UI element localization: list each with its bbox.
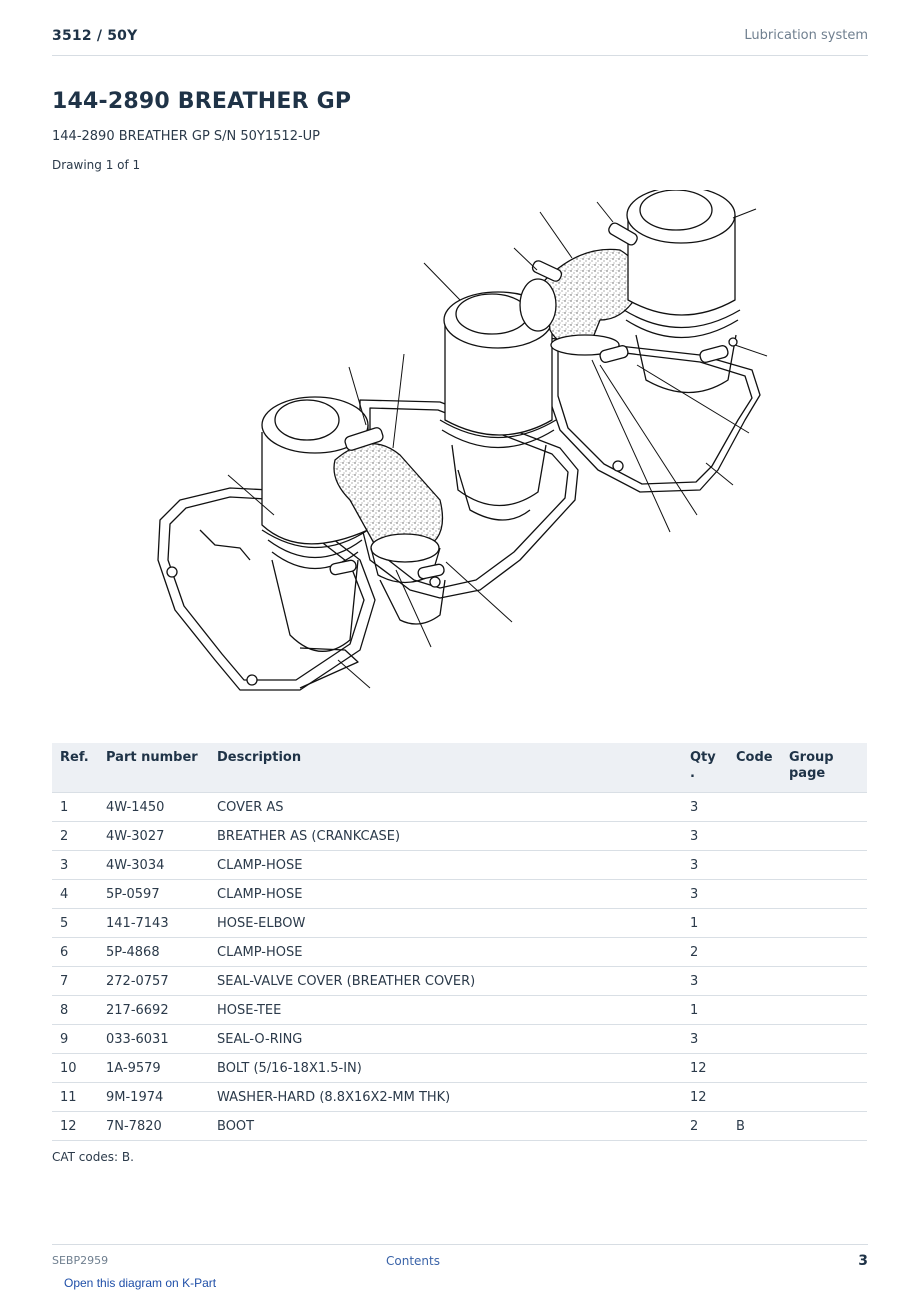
- row-part-number: 7N-7820: [98, 1112, 209, 1141]
- row-part-number: 4W-3034: [98, 851, 209, 880]
- table-row: [52, 1112, 867, 1141]
- valve-cover-right: [548, 338, 760, 492]
- hose-tee: [545, 249, 641, 346]
- row-part-number: 4W-1450: [98, 793, 209, 822]
- row-part-number: 5P-0597: [98, 880, 209, 909]
- page-header: [52, 28, 868, 56]
- row-part-number: 272-0757: [98, 967, 209, 996]
- row-qty: 3: [682, 967, 728, 996]
- row-group-page: [781, 938, 867, 967]
- row-group-page: [781, 909, 867, 938]
- parts-table-header: [52, 743, 867, 793]
- col-group-page: Group page: [781, 743, 867, 793]
- row-ref: 1: [52, 793, 98, 822]
- row-description: CLAMP-HOSE: [209, 851, 682, 880]
- row-group-page: [781, 851, 867, 880]
- row-description: BOLT (5/16-18X1.5-IN): [209, 1054, 682, 1083]
- row-description: BREATHER AS (CRANKCASE): [209, 822, 682, 851]
- table-row: [52, 880, 867, 909]
- col-code: Code: [728, 743, 781, 793]
- page-title: 144-2890 BREATHER GP: [52, 89, 352, 114]
- row-qty: 12: [682, 1083, 728, 1112]
- row-qty: 2: [682, 1112, 728, 1141]
- row-qty: 1: [682, 909, 728, 938]
- row-code: [728, 1083, 781, 1112]
- table-row: [52, 996, 867, 1025]
- row-code: [728, 909, 781, 938]
- row-code: [728, 967, 781, 996]
- col-description: Description: [209, 743, 682, 793]
- page-footer: [52, 1244, 868, 1275]
- row-ref: 12: [52, 1112, 98, 1141]
- row-ref: 4: [52, 880, 98, 909]
- row-qty: 3: [682, 1025, 728, 1054]
- row-ref: 10: [52, 1054, 98, 1083]
- row-qty: 2: [682, 938, 728, 967]
- row-description: SEAL-VALVE COVER (BREATHER COVER): [209, 967, 682, 996]
- row-ref: 5: [52, 909, 98, 938]
- row-code: [728, 880, 781, 909]
- col-qty: Qty .: [682, 743, 728, 793]
- row-group-page: [781, 793, 867, 822]
- page-subtitle: 144-2890 BREATHER GP S/N 50Y1512-UP: [52, 129, 321, 144]
- row-group-page: [781, 880, 867, 909]
- row-qty: 1: [682, 996, 728, 1025]
- row-code: [728, 1025, 781, 1054]
- row-group-page: [781, 996, 867, 1025]
- breather-group-diagram: [130, 190, 810, 710]
- page-number: 3: [858, 1253, 868, 1269]
- table-row: [52, 967, 867, 996]
- row-ref: 11: [52, 1083, 98, 1112]
- row-part-number: 033-6031: [98, 1025, 209, 1054]
- row-description: SEAL-O-RING: [209, 1025, 682, 1054]
- col-ref: Ref.: [52, 743, 98, 793]
- cat-codes-note: CAT codes: B.: [52, 1150, 134, 1164]
- row-ref: 6: [52, 938, 98, 967]
- row-ref: 2: [52, 822, 98, 851]
- row-qty: 3: [682, 880, 728, 909]
- parts-table: [52, 743, 867, 1141]
- row-code: [728, 996, 781, 1025]
- table-row: [52, 1025, 867, 1054]
- row-part-number: 141-7143: [98, 909, 209, 938]
- row-qty: 3: [682, 851, 728, 880]
- row-description: CLAMP-HOSE: [209, 880, 682, 909]
- table-row: [52, 938, 867, 967]
- row-qty: 3: [682, 822, 728, 851]
- table-row: [52, 822, 867, 851]
- row-ref: 8: [52, 996, 98, 1025]
- row-group-page: [781, 967, 867, 996]
- row-group-page: [781, 1112, 867, 1141]
- row-code: [728, 793, 781, 822]
- row-description: HOSE-ELBOW: [209, 909, 682, 938]
- row-qty: 3: [682, 793, 728, 822]
- open-in-kpart-link[interactable]: Open this diagram on K-Part: [64, 1276, 217, 1290]
- table-row: [52, 1083, 867, 1112]
- contents-link[interactable]: Contents: [386, 1254, 440, 1268]
- model-label: 3512 / 50Y: [52, 28, 138, 44]
- row-part-number: 4W-3027: [98, 822, 209, 851]
- row-code: [728, 1054, 781, 1083]
- row-qty: 12: [682, 1054, 728, 1083]
- row-ref: 9: [52, 1025, 98, 1054]
- row-code: B: [728, 1112, 781, 1141]
- row-group-page: [781, 1054, 867, 1083]
- table-row: [52, 851, 867, 880]
- row-code: [728, 938, 781, 967]
- table-row: [52, 909, 867, 938]
- row-ref: 7: [52, 967, 98, 996]
- row-part-number: 1A-9579: [98, 1054, 209, 1083]
- row-group-page: [781, 1083, 867, 1112]
- row-part-number: 217-6692: [98, 996, 209, 1025]
- row-part-number: 9M-1974: [98, 1083, 209, 1112]
- row-code: [728, 822, 781, 851]
- row-ref: 3: [52, 851, 98, 880]
- table-row: [52, 793, 867, 822]
- table-row: [52, 1054, 867, 1083]
- row-group-page: [781, 822, 867, 851]
- section-label: Lubrication system: [744, 28, 868, 43]
- row-description: WASHER-HARD (8.8X16X2-MM THK): [209, 1083, 682, 1112]
- row-description: BOOT: [209, 1112, 682, 1141]
- document-id: SEBP2959: [52, 1254, 109, 1267]
- drawing-label: Drawing 1 of 1: [52, 158, 141, 172]
- col-part-number: Part number: [98, 743, 209, 793]
- row-description: HOSE-TEE: [209, 996, 682, 1025]
- row-description: COVER AS: [209, 793, 682, 822]
- row-part-number: 5P-4868: [98, 938, 209, 967]
- row-group-page: [781, 1025, 867, 1054]
- row-description: CLAMP-HOSE: [209, 938, 682, 967]
- row-code: [728, 851, 781, 880]
